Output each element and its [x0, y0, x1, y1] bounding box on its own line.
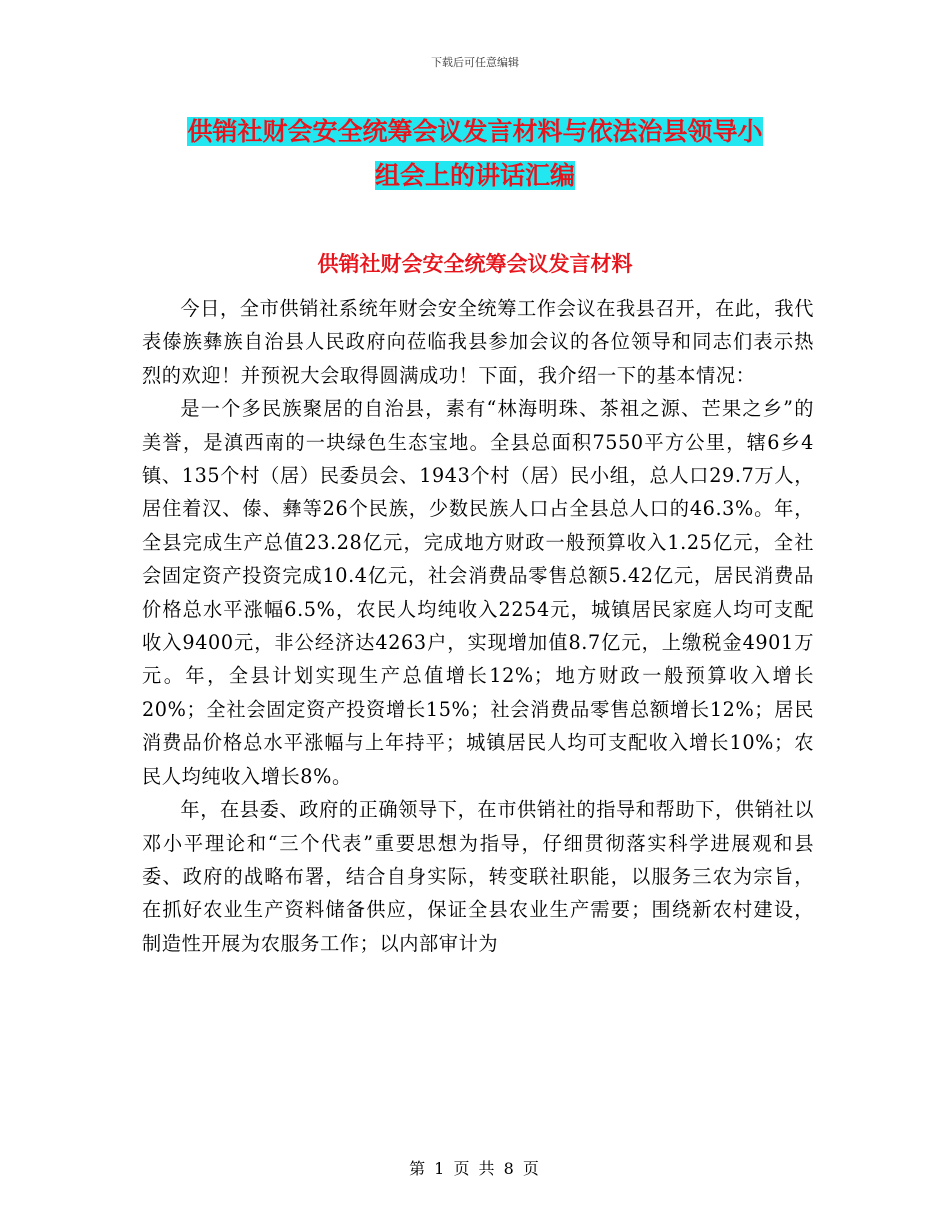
- paragraph: 今日，全市供销社系统年财会安全统筹工作会议在我县召开，在此，我代表傣族彝族自治县人民政府向莅临我县参加会议的各位领导和同志们表示热烈的欢迎！并预祝大会取得圆满成功！下面，我介绍一下的基本情况：: [142, 297, 814, 387]
- title-line-1: 供销社财会安全统筹会议发言材料与依法治县领导小: [187, 117, 763, 146]
- page-footer: 第 1 页 共 8 页: [409, 1159, 541, 1178]
- title-line-2: 组会上的讲话汇编: [374, 161, 575, 190]
- document-title: [130, 110, 820, 198]
- body-text: [142, 292, 814, 960]
- section-title: 供销社财会安全统筹会议发言材料: [317, 252, 633, 276]
- paragraph: 是一个多民族聚居的自治县，素有“林海明珠、茶祖之源、芒果之乡”的美誉，是滇西南的一块绿色生态宝地。全县总面积7550平方公里，辖6乡4镇、135个村（居）民委员会、1943个村（居）民小组，总人口29.7万人，居住着汉、傣、彝等26个民族，少数民族人口占全县总人口的46.3%。年，全县完成生产总值23.28亿元，完成地方财政一般预算收入1.25亿元，全社会固定资产投资完成10.4亿元，社会消费品零售总额5.42亿元，居民消费品价格总水平涨幅6.5%，农民人均纯收入2254元，城镇居民家庭人均可支配收入9400元，非公经济达4263户，实现增加值8.7亿元，上缴税金4901万元。年，全县计划实现生产总值增长12%；地方财政一般预算收入增长20%；全社会固定资产投资增长15%；社会消费品零售总额增长12%；居民消费品价格总水平涨幅与上年持平；城镇居民人均可支配收入增长10%；农民人均纯收入增长8%。: [142, 397, 814, 788]
- paragraph: 年，在县委、政府的正确领导下，在市供销社的指导和帮助下，供销社以邓小平理论和“三个代表”重要思想为指导，仔细贯彻落实科学进展观和县委、政府的战略布署，结合自身实际，转变联社职能，以服务三农为宗旨，在抓好农业生产资料储备供应，保证全县农业生产需要；围绕新农村建设，制造性开展为农服务工作；以内部审计为: [142, 798, 814, 955]
- header-note: 下载后可任意编辑: [431, 56, 519, 69]
